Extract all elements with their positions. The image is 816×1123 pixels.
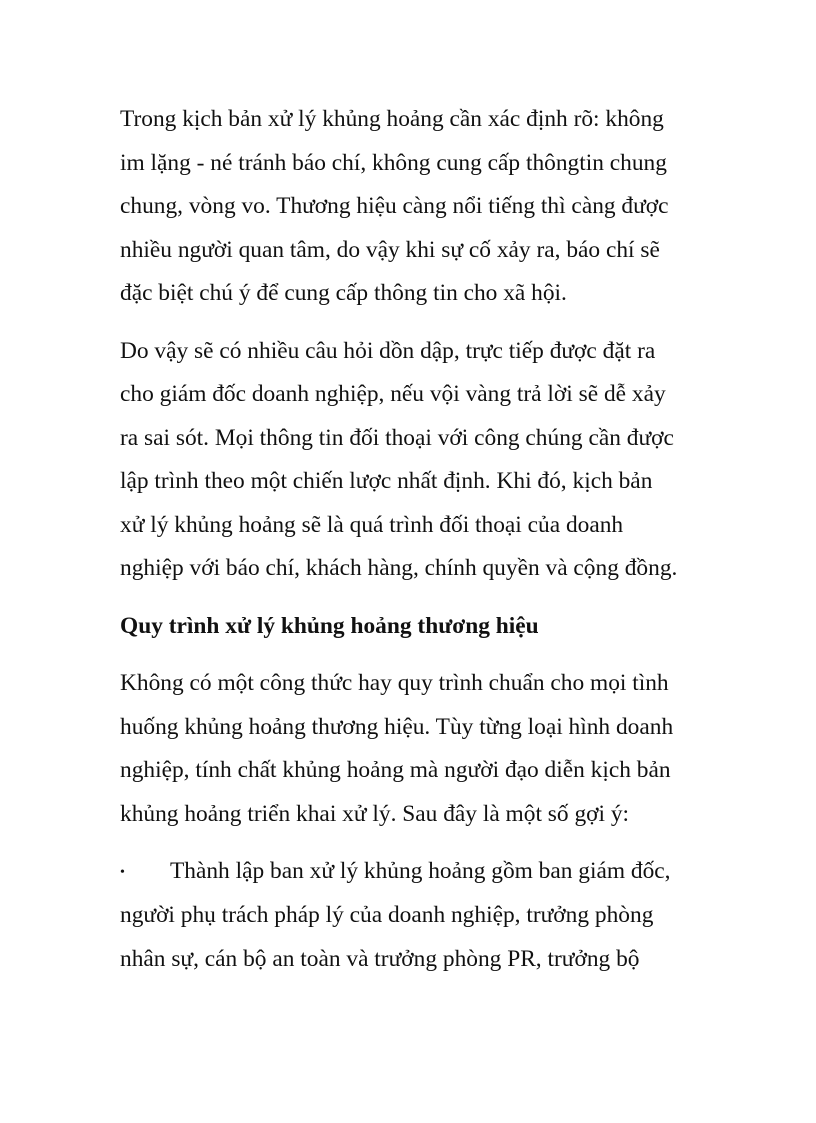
paragraph-3 [120, 662, 700, 836]
paragraph-1 [120, 98, 700, 316]
bullet-item-1 [120, 850, 700, 981]
text-line: nghiệp, tính chất khủng hoảng mà người đạo diễn kịch bản [120, 757, 671, 783]
text-line: lập trình theo một chiến lược nhất định. Khi đó, kịch bản [120, 468, 653, 494]
text-line: chung, vòng vo. Thương hiệu càng nổi tiếng thì càng được [120, 193, 669, 219]
document-page [120, 98, 700, 981]
text-line: nhân sự, cán bộ an toàn và trưởng phòng PR, trưởng bộ [120, 945, 640, 972]
text-line: nghiệp với báo chí, khách hàng, chính quyền và cộng đồng. [120, 555, 678, 581]
section-heading: Quy trình xử lý khủng hoảng thương hiệu [120, 612, 539, 639]
bullet-marker: • [120, 864, 125, 880]
text-line: huống khủng hoảng thương hiệu. Tùy từng loại hình doanh [120, 713, 674, 740]
paragraph-2 [120, 330, 700, 591]
text-line: nhiều người quan tâm, do vậy khi sự cố xảy ra, báo chí sẽ [120, 236, 660, 263]
text-line: Do vậy sẽ có nhiều câu hỏi dồn dập, trực tiếp được đặt ra [120, 337, 656, 364]
text-line: Không có một công thức hay quy trình chuẩn cho mọi tình [120, 670, 669, 696]
text-line: ra sai sót. Mọi thông tin đối thoại với công chúng cần được [120, 424, 674, 451]
text-line: Thành lập ban xử lý khủng hoảng gồm ban giám đốc, [170, 858, 671, 884]
text-line: Trong kịch bản xử lý khủng hoảng cần xác định rõ: không [120, 106, 664, 132]
text-line: khủng hoảng triển khai xử lý. Sau đây là một số gợi ý: [120, 800, 630, 827]
text-line: người phụ trách pháp lý của doanh nghiệp, trưởng phòng [120, 902, 654, 929]
text-line: đặc biệt chú ý để cung cấp thông tin cho xã hội. [120, 280, 567, 306]
text-line: xử lý khủng hoảng sẽ là quá trình đối thoại của doanh [120, 511, 624, 538]
text-line: im lặng - né tránh báo chí, không cung cấp thôngtin chung [120, 149, 667, 176]
bullet-first-line [120, 850, 700, 894]
text-line: cho giám đốc doanh nghiệp, nếu vội vàng trả lời sẽ dễ xảy [120, 381, 666, 407]
